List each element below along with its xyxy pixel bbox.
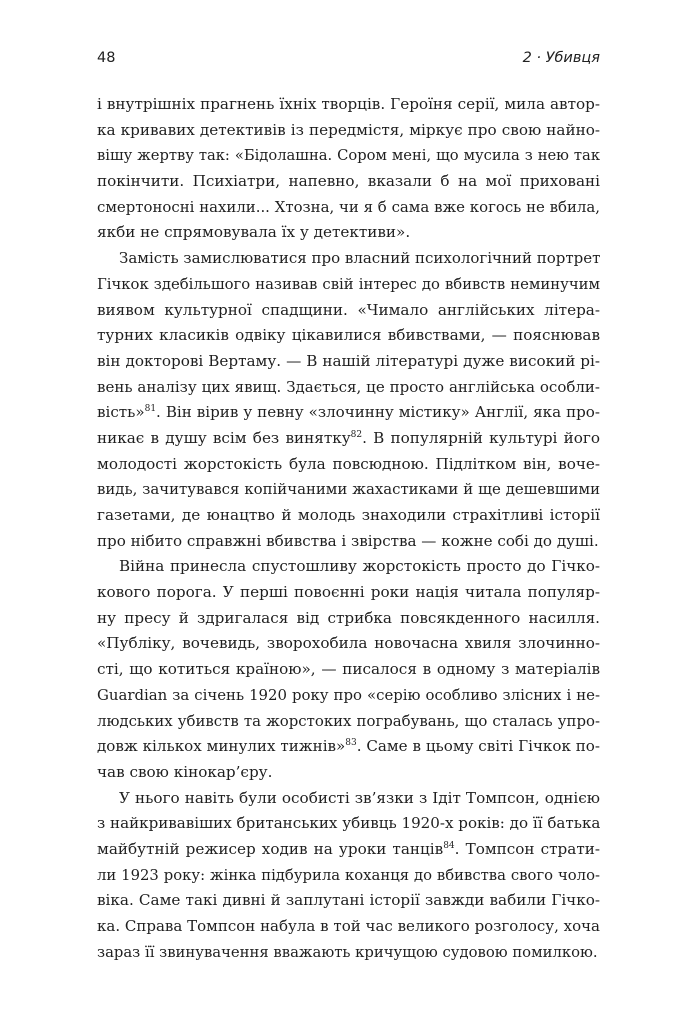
text-line: Війна принесла спустошливу жорстокість просто до Гічко- xyxy=(119,557,600,576)
body-text xyxy=(97,92,600,965)
text-fragment: майбутній режисер ходив на уроки танців xyxy=(97,839,444,858)
text-line: сті, що котиться країною», — писалося в одному з матеріалів xyxy=(97,660,600,679)
paragraph xyxy=(97,786,600,966)
text-line: ну пресу й здригалася від стрибка повсякденного насилля. xyxy=(97,608,600,627)
text-line xyxy=(97,734,600,760)
text-line: вішу жертву так: «Бідолашна. Сором мені, що мусила з нею так xyxy=(97,147,600,165)
text-line: Гічкок здебільшого називав свій інтерес до вбивств неминучим xyxy=(97,275,600,293)
text-fragment: никає в душу всім без винятку xyxy=(97,428,351,447)
text-fragment: . Томпсон страти- xyxy=(454,839,600,858)
text-line: ли 1923 року: жінка підбурила коханця до вбивства свого чоло- xyxy=(97,866,600,884)
footnote-ref-84[interactable]: 84 xyxy=(443,840,455,851)
text-line: Guardian за січень 1920 року про «серію особливо злісних і не- xyxy=(97,685,600,704)
paragraph xyxy=(97,554,600,785)
text-line: смертоносні нахили... Хтозна, чи я б сама вже когось не вбила, xyxy=(97,197,600,216)
text-line: про нібито справжні вбивства і звірства — кожне собі до душі. xyxy=(97,531,599,550)
text-fragment: довж кількох минулих тижнів» xyxy=(97,737,346,756)
text-line: вень аналізу цих явищ. Здається, це просто англійська особли- xyxy=(97,377,600,396)
text-line: газетами, де юнацтво й молодь знаходили страхітливі історії xyxy=(97,506,600,524)
text-line: якби не спрямовувала їх у детективи». xyxy=(97,223,411,242)
page-number: 48 xyxy=(97,50,116,66)
footnote-ref-81[interactable]: 81 xyxy=(144,404,157,415)
text-line: з найкривавіших британських убивць 1920-х років: до її батька xyxy=(97,814,601,833)
text-fragment: . В популярній культурі його xyxy=(362,428,600,447)
text-line: «Публіку, вочевидь, зворохобила новочасна хвиля злочинно- xyxy=(97,634,600,653)
text-line: людських убивств та жорстоких пограбувань, що сталась упро- xyxy=(97,711,600,730)
paragraph xyxy=(97,246,600,554)
page-header xyxy=(97,50,600,72)
text-line: У нього навіть були особисті зв’язки з Ідіт Томпсон, однією xyxy=(119,788,600,807)
text-line: віка. Саме такі дивні й заплутані історії завжди вабили Гічко- xyxy=(97,891,600,910)
footnote-ref-83[interactable]: 83 xyxy=(345,738,357,749)
text-line: турних класиків одвіку цікавилися вбивствами, — пояснював xyxy=(97,326,600,345)
text-line: чав свою кінокар’єру. xyxy=(97,762,273,781)
text-line: зараз її звинувачення вважають кричущою судовою помилкою. xyxy=(97,943,598,961)
paragraph xyxy=(97,92,600,246)
text-line xyxy=(97,400,600,426)
text-fragment: . Він вірив у певну «злочинну містику» Англії, яка про- xyxy=(156,403,600,422)
running-head-chapter-title: 2 · Убивця xyxy=(522,50,600,66)
text-line: він докторові Вертаму. — В нашій літературі дуже високий рі- xyxy=(97,351,600,370)
footnote-ref-82[interactable]: 82 xyxy=(350,429,363,440)
text-line: видь, зачитувався копійчаними жахастиками й ще дешевшими xyxy=(97,480,600,499)
text-line: ка. Справа Томпсон набула в той час великого розголосу, хоча xyxy=(97,917,600,935)
text-line: кового порога. У перші повоєнні роки нація читала популяр- xyxy=(97,583,600,602)
text-line: виявом культурної спадщини. «Чимало англійських літера- xyxy=(97,300,600,319)
text-line: покінчити. Психіатри, напевно, вказали б на мої приховані xyxy=(97,172,600,191)
text-line: молодості жорстокість була повсюдною. Підлітком він, воче- xyxy=(97,454,600,473)
text-line xyxy=(97,837,600,863)
text-line: і внутрішніх прагнень їхніх творців. Героїня серії, мила автор- xyxy=(97,95,600,113)
text-line: Замість замислюватися про власний психологічний портрет xyxy=(119,249,601,268)
text-fragment: . Саме в цьому світі Гічкок по- xyxy=(356,737,600,756)
text-line xyxy=(97,426,600,452)
text-fragment: вість» xyxy=(97,403,145,422)
text-line: ка кривавих детективів із передмістя, міркує про свою найно- xyxy=(97,120,600,139)
